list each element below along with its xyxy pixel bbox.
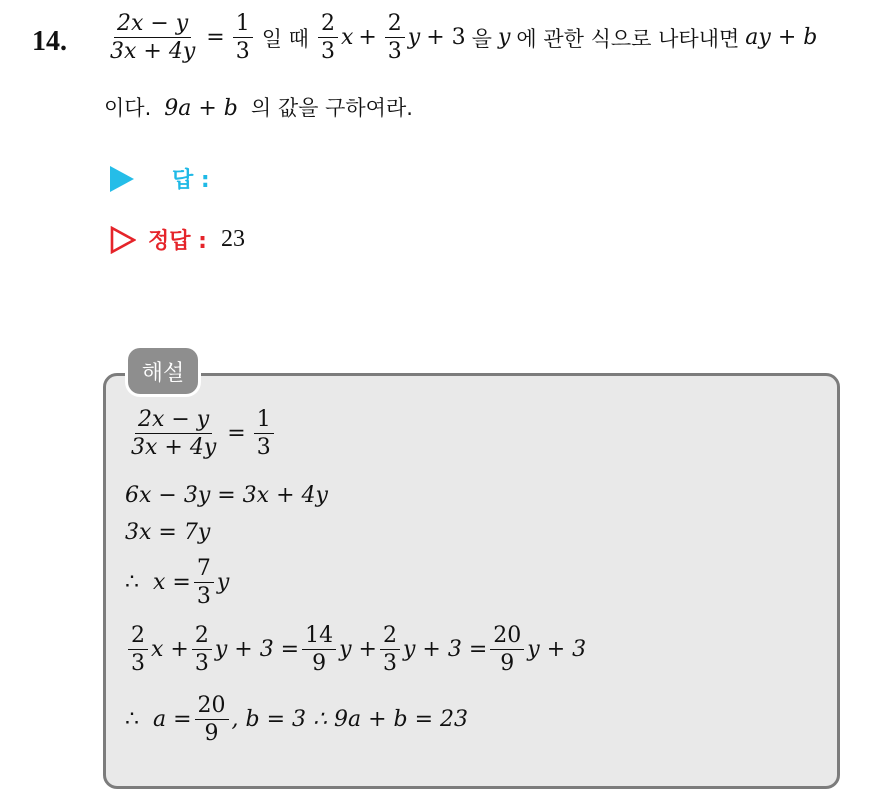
sol-l5-fraction-2 xyxy=(192,624,212,675)
sol-l5-f2-den: 3 xyxy=(194,651,209,677)
sol-l1-fraction xyxy=(128,408,219,459)
equals-sign: = xyxy=(206,25,225,51)
line2-start: 이다. xyxy=(104,96,152,120)
solution-line-3: 3x = 7y xyxy=(125,520,211,545)
correct-answer-value: 23 xyxy=(220,226,245,252)
sol-l6-denominator: 9 xyxy=(204,721,219,747)
sol-l5-f5-num: 20 xyxy=(490,624,524,650)
line2-end: 의 값을 구하여라. xyxy=(250,96,413,120)
therefore-symbol: ∴ xyxy=(125,707,139,733)
solution-line-2: 6x − 3y = 3x + 4y xyxy=(125,483,328,508)
condition-fraction xyxy=(107,12,198,63)
sol-l5-f1-num: 2 xyxy=(128,624,148,650)
expr-plus-three: + 3 xyxy=(426,25,466,51)
solution-line-6 xyxy=(125,694,468,745)
word-about: 에 관한 식으로 나타내면 xyxy=(516,26,740,51)
outline-play-icon xyxy=(110,226,136,254)
sol-l5-term-4: y + 3 = xyxy=(402,637,488,663)
target-expression: ay + b xyxy=(745,25,818,51)
sol-l5-f3-den: 9 xyxy=(312,651,327,677)
sol-l5-fraction-3 xyxy=(302,624,336,675)
sol-l5-term-1: x + xyxy=(151,637,189,663)
sol-l1-numerator: 2x − y xyxy=(135,408,212,434)
expr-fraction-1-denominator: 3 xyxy=(320,39,335,65)
expr-fraction-1 xyxy=(318,12,338,63)
answer-label: 답 : xyxy=(172,168,210,193)
word-when: 일 때 xyxy=(261,26,309,51)
sol-l5-f3-num: 14 xyxy=(302,624,336,650)
answer-row xyxy=(110,163,210,194)
expr-fraction-2 xyxy=(385,12,405,63)
solution-tab: 해설 xyxy=(128,348,198,394)
sol-l4-fraction xyxy=(194,557,214,608)
sol-l5-f4-den: 3 xyxy=(382,651,397,677)
sol-l1-rhs-denominator: 3 xyxy=(256,435,271,461)
sol-l4-lhs: x = xyxy=(153,570,191,596)
sol-l1-rhs-fraction xyxy=(254,408,274,459)
sol-l6-rest: , b = 3 ∴ 9a + b = 23 xyxy=(231,707,469,733)
solution-line-1 xyxy=(125,408,277,459)
sol-l5-fraction-1 xyxy=(128,624,148,675)
play-icon xyxy=(110,166,134,192)
expr-var-x: x xyxy=(340,25,354,51)
condition-rhs-fraction xyxy=(233,12,253,63)
condition-rhs-numerator: 1 xyxy=(233,12,253,38)
expr-fraction-2-numerator: 2 xyxy=(385,12,405,38)
sol-l6-lhs: a = xyxy=(153,707,192,733)
line2-expression: 9a + b xyxy=(164,96,238,121)
sol-l5-f5-den: 9 xyxy=(500,651,515,677)
sol-l5-term-3: y + xyxy=(339,637,377,663)
sol-l1-denominator: 3x + 4y xyxy=(131,435,217,461)
condition-numerator: 2x − y xyxy=(114,12,191,38)
question-line-1 xyxy=(104,12,879,63)
expr-plus: + xyxy=(358,25,377,51)
correct-answer-label: 정답 : xyxy=(148,229,207,254)
therefore-symbol: ∴ xyxy=(125,570,139,596)
question-line-2 xyxy=(104,92,419,122)
sol-l6-fraction xyxy=(195,694,229,745)
question-number: 14. xyxy=(32,26,67,57)
solution-line-5 xyxy=(125,624,586,675)
equals-sign: = xyxy=(227,421,246,447)
var-y: y xyxy=(497,25,511,51)
sol-l1-rhs-numerator: 1 xyxy=(254,408,274,434)
condition-denominator: 3x + 4y xyxy=(110,39,196,65)
sol-l4-denominator: 3 xyxy=(196,584,211,610)
expr-fraction-2-denominator: 3 xyxy=(387,39,402,65)
condition-rhs-denominator: 3 xyxy=(235,39,250,65)
sol-l5-f4-num: 2 xyxy=(380,624,400,650)
solution-line-4 xyxy=(125,557,229,608)
sol-l4-var: y xyxy=(216,570,230,596)
correct-answer-row xyxy=(110,224,245,255)
sol-l5-f1-den: 3 xyxy=(131,651,145,677)
sol-l5-fraction-4 xyxy=(380,624,400,675)
sol-l4-numerator: 7 xyxy=(194,557,214,583)
sol-l6-numerator: 20 xyxy=(195,694,229,720)
sol-l5-term-5: y + 3 xyxy=(527,637,587,663)
expr-var-y: y xyxy=(407,25,421,51)
sol-l5-fraction-5 xyxy=(490,624,524,675)
word-eul: 을 xyxy=(471,26,492,51)
sol-l5-term-2: y + 3 = xyxy=(214,637,300,663)
expr-fraction-1-numerator: 2 xyxy=(318,12,338,38)
sol-l5-f2-num: 2 xyxy=(192,624,212,650)
